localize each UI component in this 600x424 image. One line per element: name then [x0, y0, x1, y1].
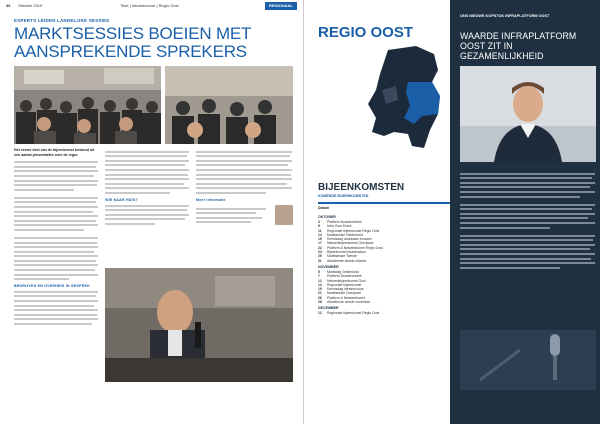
subhead-1: BEDRIJVEN EN OVERHEID IN GESPREK: [14, 284, 90, 289]
event-day: 22: [318, 245, 322, 250]
interview-kicker: ONS NIEUWE KOPSTUK INFRAPLATFORM OOST: [460, 14, 550, 18]
event-title: Marktdag Gelderland: [327, 269, 359, 274]
event-day: 7: [318, 274, 320, 279]
event-day: 26: [318, 295, 322, 300]
photo-caption: Het eerste deel van de bijeenkomst bestond uit een aantal presentaties over de regio.: [14, 148, 95, 157]
microphone-photo: [460, 330, 596, 390]
event-month-heading: NOVEMBER: [318, 264, 339, 269]
event-row[interactable]: [318, 300, 458, 304]
speaker-audience-photo: [165, 66, 293, 144]
event-title: Kennisdag duurzaam bouwen: [327, 237, 372, 242]
event-title: Kennisdag infrastructuur: [327, 287, 364, 292]
event-title: Marktsessie Twente: [327, 254, 357, 259]
event-day: 31: [318, 258, 322, 263]
event-title: Bijeenkomst infrastructuur: [327, 250, 367, 255]
interview-title: WAARDE INFRAPLATFORM OOST ZIT IN GEZAMENLIJKHEID: [460, 31, 577, 61]
event-row[interactable]: [318, 311, 458, 315]
event-day: 21: [318, 291, 322, 296]
interview-panel: [450, 0, 600, 424]
event-day: 3: [318, 220, 320, 224]
event-day: 12: [318, 311, 322, 316]
body-text-lines-3: [105, 151, 190, 194]
event-title: Infra Oost Event: [327, 224, 352, 229]
contact-lines: [196, 205, 275, 226]
event-title: Netwerkbijeenkomst Overijssel: [327, 241, 374, 246]
interview-lines-1: [460, 173, 596, 269]
event-day: 19: [318, 287, 322, 292]
event-title: Marktsessie Gelderland: [327, 232, 363, 237]
portrait-photo: [460, 66, 596, 162]
event-title: Regionale bijeenkomst Regio Oost: [327, 311, 380, 316]
event-title: Platform Bouwtechniek: [327, 274, 362, 279]
event-title: Afsluitende sessie oktober: [327, 258, 367, 263]
article-kicker: EXPERTS LEIDEN LANDELIJKE SESSIES: [14, 18, 110, 23]
events-title: BIJEENKOMSTEN: [318, 182, 405, 193]
issue-label: Oktober 2019: [18, 3, 43, 8]
article-title: MARKTSESSIES BOEIEN MET AANSPREKENDE SPREKERS: [14, 24, 251, 61]
event-day: 24: [318, 250, 322, 255]
body-text-lines: [14, 161, 99, 280]
netherlands-map: [364, 44, 449, 154]
event-title: Platform & Netwerkborrel Regio Oost: [327, 245, 383, 250]
event-day: 17: [318, 241, 322, 246]
event-day: 15: [318, 237, 322, 242]
event-day: 12: [318, 278, 322, 283]
event-row[interactable]: [318, 259, 458, 263]
body-text-lines-4: [105, 205, 190, 225]
events-subtitle: KOMENDE BIJEENKOMSTEN: [318, 194, 369, 198]
page-number: 36: [6, 3, 11, 8]
section-tag: REGIONAAL: [265, 2, 297, 10]
contact-box: [196, 205, 293, 226]
left-column-2: [105, 148, 190, 228]
event-day: 5: [318, 269, 320, 274]
event-title: Afsluitende sessie november: [327, 300, 371, 305]
event-month-heading: DECEMBER: [318, 306, 339, 311]
event-title: Netwerkbijeenkomst Oost: [327, 278, 366, 283]
interview-body: [460, 170, 596, 271]
event-day: 14: [318, 232, 322, 237]
body-text-lines-5: [196, 151, 293, 194]
left-column-1: [14, 148, 99, 328]
events-rule: [318, 202, 458, 204]
contact-avatar: [275, 205, 293, 225]
event-title: Regionale bijeenkomst: [327, 282, 362, 287]
audience-photo: [14, 66, 161, 144]
event-day: 14: [318, 282, 322, 287]
magazine-label: Tiket | Infrastructuur | Regio Oost: [120, 3, 179, 8]
event-day: 11: [318, 228, 322, 233]
event-day: 29: [318, 254, 322, 259]
event-day: 28: [318, 300, 322, 305]
right-page: [303, 0, 600, 424]
subhead-2: WIE NAAR HUIS?: [105, 197, 138, 202]
speaker-photo: [105, 268, 293, 382]
more-info-title: Meer informatie: [196, 197, 226, 202]
event-title: Platform Bouwtechniek: [327, 220, 362, 224]
region-title: REGIO OOST: [318, 24, 414, 41]
event-month-heading: OKTOBER: [318, 215, 336, 219]
left-page-header: [0, 0, 303, 12]
events-col-date: Datum: [318, 206, 330, 210]
event-title: Regionale bijeenkomst Regio Oost: [327, 228, 380, 233]
event-day: 9: [318, 224, 320, 229]
event-title: Platform & Netwerkborrel: [327, 295, 365, 300]
event-title: Marktsessie Overijssel: [327, 291, 361, 296]
body-text-lines-2: [14, 291, 99, 325]
left-column-3: [196, 148, 293, 226]
events-list: [318, 213, 458, 316]
